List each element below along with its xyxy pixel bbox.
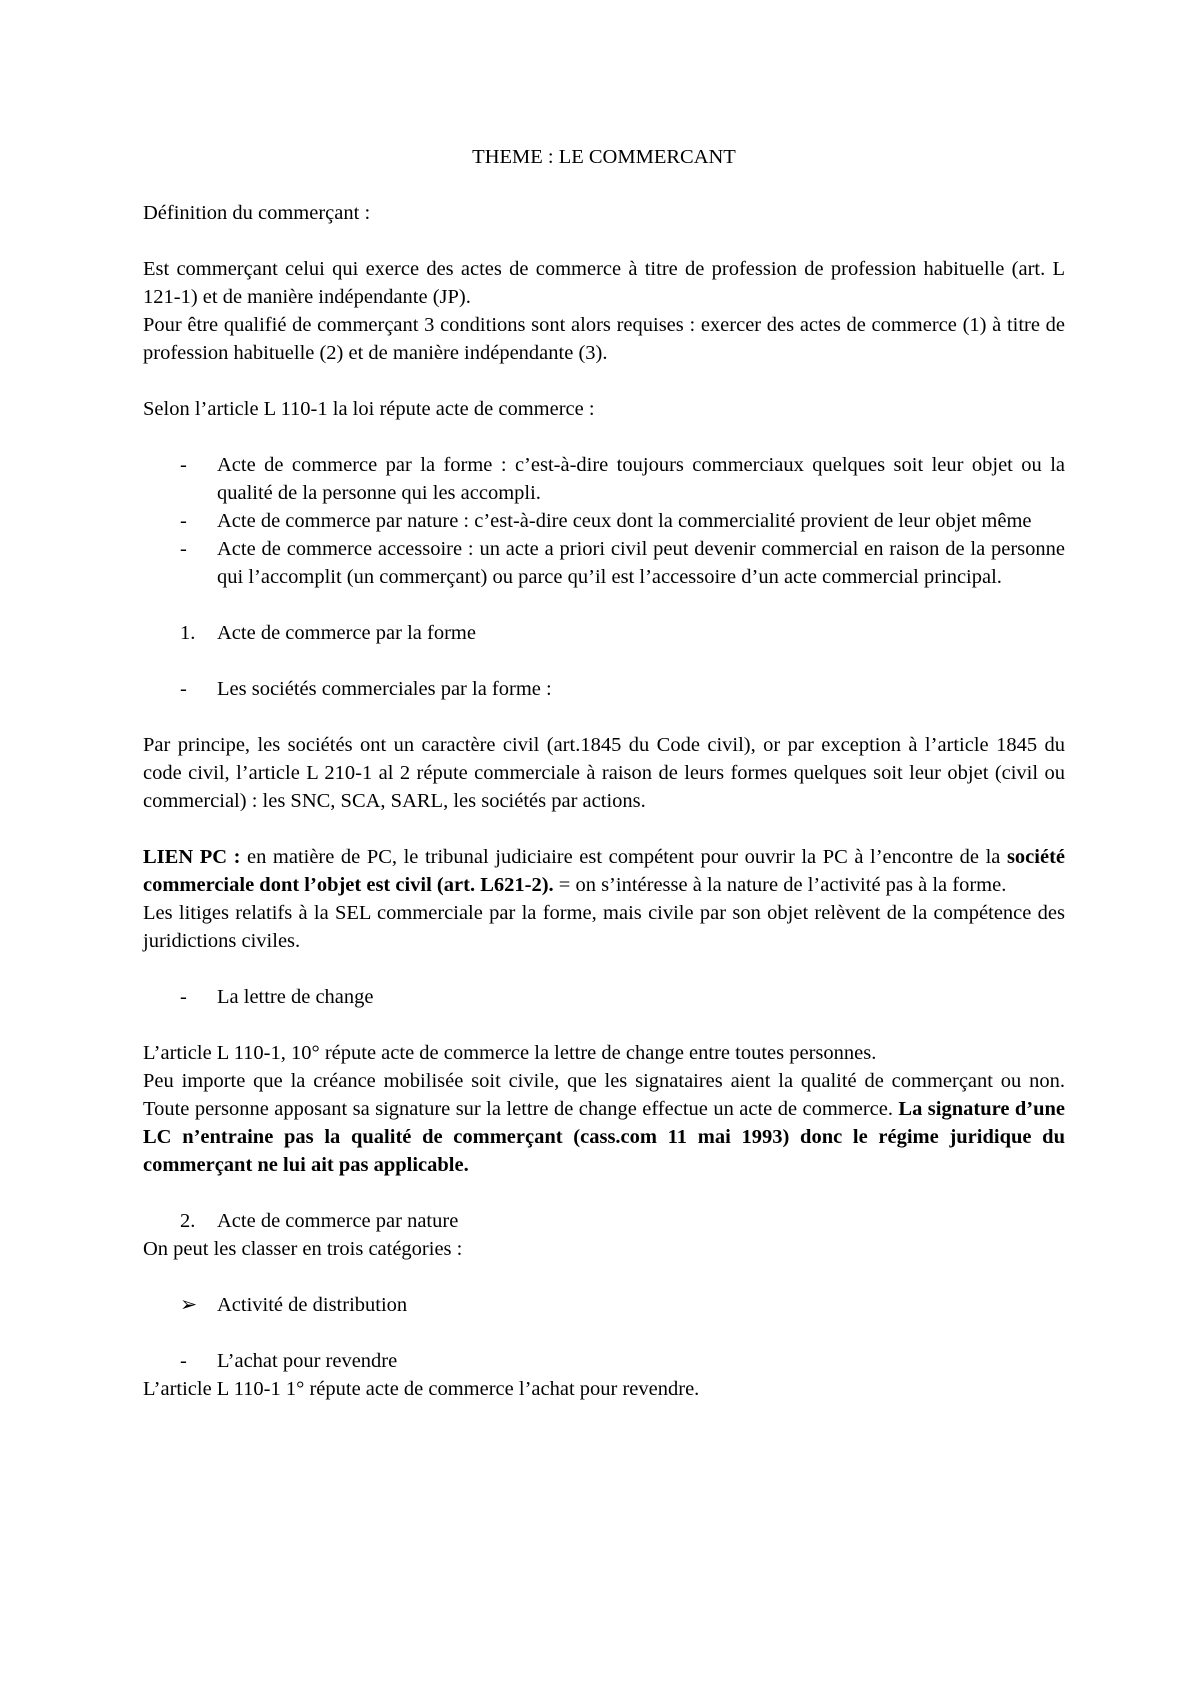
list-item-text: Acte de commerce par nature : c’est-à-dire ceux dont la commercialité provient de leur objet même	[217, 510, 1032, 532]
selon-paragraph: Selon l’article L 110-1 la loi répute acte de commerce :	[143, 398, 595, 420]
lien-pc-text-end: = on s’intéresse à la nature de l’activité pas à la forme.	[553, 874, 1007, 896]
subheading-text: La lettre de change	[217, 986, 374, 1008]
dash-bullet: -	[180, 986, 187, 1008]
section-heading-2	[143, 1207, 1065, 1235]
dash-bullet: -	[180, 1350, 187, 1372]
subheading-text: Activité de distribution	[217, 1294, 408, 1316]
classer-paragraph: On peut les classer en trois catégories :	[143, 1238, 463, 1260]
dash-bullet: -	[180, 454, 187, 476]
litiges-paragraph: Les litiges relatifs à la SEL commerciale par la forme, mais civile par son objet relèvent de la compétence des juridictions civiles.	[143, 902, 1065, 952]
lettre-text: Peu importe que la créance mobilisée soit civile, que les signataires aient la qualité de commerçant ou non. Toute personne apposant sa signature sur la lettre de change effectue un acte de commerce.	[143, 1070, 1065, 1120]
arrow-bullet-icon: ➢	[180, 1294, 198, 1316]
lien-pc-label: LIEN PC :	[143, 846, 241, 868]
subheading-text: L’achat pour revendre	[217, 1350, 398, 1372]
achat-paragraph: L’article L 110-1 1° répute acte de commerce l’achat pour revendre.	[143, 1378, 700, 1400]
principe-paragraph: Par principe, les sociétés ont un caractère civil (art.1845 du Code civil), or par exception à l’article 1845 du code civil, l’article L 210-1 al 2 répute commerciale à raison de leurs formes quelques soit leur objet (civil ou commercial) : les SNC, SCA, SARL, les sociétés par actions.	[143, 734, 1065, 812]
dash-bullet: -	[180, 538, 187, 560]
lettre-paragraph-1: L’article L 110-1, 10° répute acte de commerce la lettre de change entre toutes personnes.	[143, 1042, 877, 1064]
list-item	[143, 507, 1065, 535]
subheading-societes	[143, 675, 1065, 703]
page-title: THEME : LE COMMERCANT	[472, 146, 736, 168]
section-title: Acte de commerce par la forme	[217, 622, 476, 644]
lettre-paragraph-2	[143, 1067, 1065, 1179]
definition-paragraph: Est commerçant celui qui exerce des actes de commerce à titre de profession de profession habituelle (art. L 121-1) et de manière indépendante (JP).	[143, 258, 1065, 308]
subheading-achat	[143, 1347, 1065, 1375]
section-title: Acte de commerce par nature	[217, 1210, 459, 1232]
subheading-text: Les sociétés commerciales par la forme :	[217, 678, 552, 700]
list-item	[143, 535, 1065, 591]
definition-heading: Définition du commerçant :	[143, 202, 371, 224]
lien-pc-paragraph	[143, 843, 1065, 899]
list-item-text: Acte de commerce par la forme : c’est-à-dire toujours commerciaux quelques soit leur objet ou la qualité de la personne qui les accompli.	[217, 454, 1065, 504]
section-number: 2.	[180, 1210, 196, 1232]
list-item-text: Acte de commerce accessoire : un acte a priori civil peut devenir commercial en raison de la personne qui l’accomplit (un commerçant) ou parce qu’il est l’accessoire d’un acte commercial principal.	[217, 538, 1065, 588]
lettre-bold: La signature d’une LC n’entraine pas la qualité de commerçant (cass.com 11 mai 1993) donc le régime juridique du commerçant ne lui ait pas applicable.	[143, 1098, 1065, 1176]
subheading-lettre	[143, 983, 1065, 1011]
list-item	[143, 451, 1065, 507]
section-heading-1	[143, 619, 1065, 647]
subheading-distribution	[143, 1291, 1065, 1319]
lien-pc-text: en matière de PC, le tribunal judiciaire est compétent pour ouvrir la PC à l’encontre de la	[240, 846, 1007, 868]
lien-pc-bold: société commerciale dont l’objet est civil (art. L621-2).	[143, 846, 1065, 896]
document-body	[143, 143, 1065, 1403]
section-number: 1.	[180, 622, 196, 644]
dash-bullet: -	[180, 678, 187, 700]
dash-bullet: -	[180, 510, 187, 532]
conditions-paragraph: Pour être qualifié de commerçant 3 conditions sont alors requises : exercer des actes de commerce (1) à titre de profession habituelle (2) et de manière indépendante (3).	[143, 314, 1065, 364]
